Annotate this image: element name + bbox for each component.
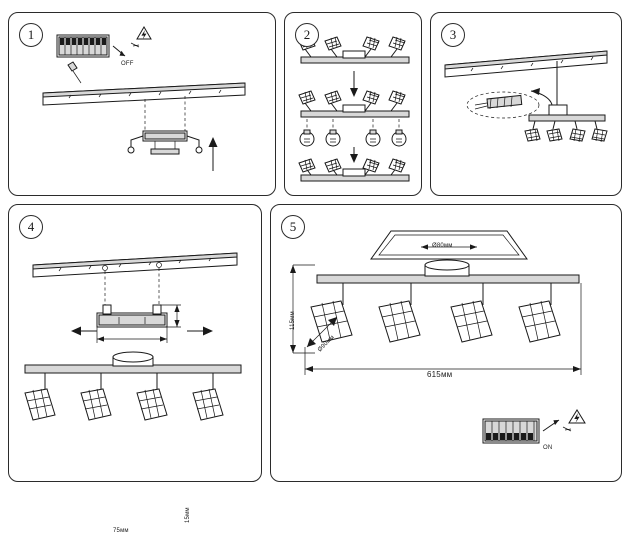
down-arrow-icon-1 — [350, 71, 358, 97]
switch-on-arrow-icon — [543, 420, 559, 431]
overall-height-label: 115мм — [290, 311, 296, 330]
panel-5 — [270, 204, 622, 482]
ceiling-bar-icon — [43, 83, 245, 105]
panel-2-number: 2 — [295, 23, 319, 47]
canopy-diameter-label: Ø80мм — [432, 243, 453, 249]
shade-diameter-label: Ø90мм — [317, 334, 336, 354]
panel-3-number: 3 — [441, 23, 465, 47]
alignment-guides — [145, 96, 185, 131]
dip-switch-icon — [57, 35, 109, 57]
panel-1-number: 1 — [19, 23, 43, 47]
mounting-plate-icon — [128, 131, 202, 154]
spot-bar-icon — [311, 260, 579, 342]
down-arrow-icon-2 — [350, 147, 358, 163]
alignment-guides — [105, 268, 159, 313]
switch-off-label: OFF — [121, 61, 134, 67]
bulb-row-icon — [300, 119, 406, 146]
switch-off-arrow-icon — [113, 46, 125, 56]
spot-bar-icon — [525, 61, 607, 142]
overall-length-label: 615мм — [427, 370, 453, 379]
warning-electric-icon — [563, 410, 585, 431]
mounting-bracket-icon — [97, 305, 181, 343]
bracket-height-label: 15мм — [185, 507, 191, 523]
bulb-icon — [300, 130, 406, 146]
panel-4-number: 4 — [19, 215, 43, 239]
left-arrow-icon — [71, 327, 97, 336]
right-arrow-icon — [187, 327, 213, 336]
panel-5-number: 5 — [281, 215, 305, 239]
dip-switch-icon — [483, 419, 539, 443]
panel-2 — [284, 12, 422, 196]
spot-bar-icon — [25, 352, 241, 420]
terminal-block-icon — [467, 92, 539, 118]
panel-1-graphics — [9, 13, 277, 197]
up-arrow-icon — [209, 137, 218, 171]
panel-1 — [8, 12, 276, 196]
ceiling-bar-icon — [445, 51, 607, 77]
panel-4 — [8, 204, 262, 534]
ceiling-bar-icon — [33, 253, 237, 277]
warning-electric-icon — [131, 27, 151, 47]
screwdriver-icon — [68, 62, 81, 83]
bracket-width-dimension — [97, 327, 167, 343]
panel-4-graphics — [9, 205, 263, 483]
switch-on-label: ON — [543, 445, 553, 451]
bracket-width-label: 75мм — [113, 528, 129, 534]
panel-3 — [430, 12, 622, 196]
